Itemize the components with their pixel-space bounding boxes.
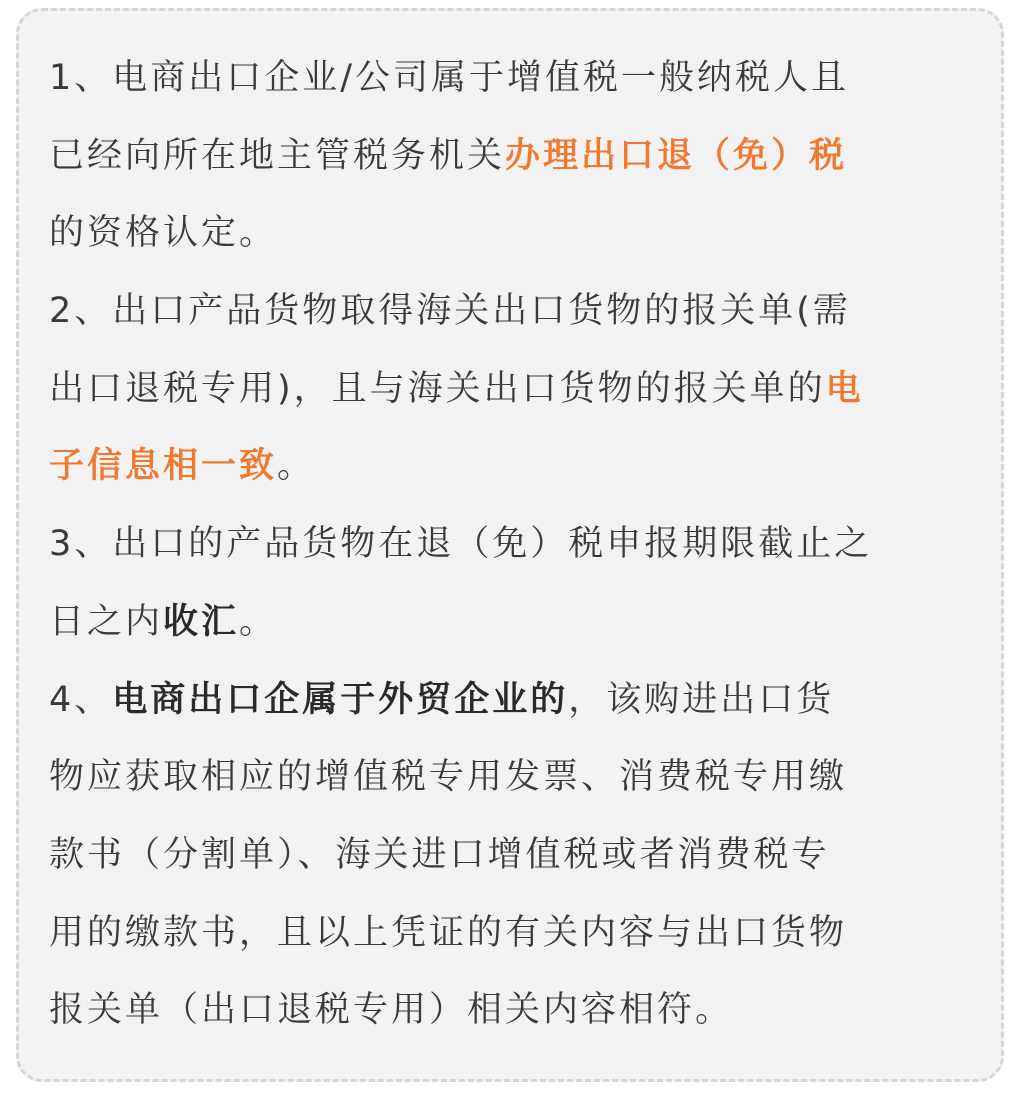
line-text: 3、出口的产品货物在退（免）税申报期限截止之	[49, 524, 873, 565]
line-text: 已经向所在地主管税务机关	[49, 135, 506, 176]
bold-text: 收汇	[163, 601, 240, 642]
text-line	[49, 195, 979, 273]
line-text: 物应获取相应的增值税专用发票、消费税专用缴	[49, 757, 848, 798]
line-text: 。	[277, 446, 316, 487]
line-text: 报关单（出口退税专用）相关内容相符。	[49, 990, 734, 1031]
line-text: 出口退税专用)，且与海关出口货物的报关单的	[49, 368, 826, 409]
text-line	[49, 351, 979, 429]
text-line	[49, 817, 979, 895]
bold-text: 电商出口企属于外贸企业的	[112, 679, 569, 720]
text-line	[49, 662, 979, 740]
line-text: ，该购进出口货	[568, 679, 835, 720]
text-line	[49, 40, 979, 118]
line-text: 用的缴款书，且以上凭证的有关内容与出口货物	[49, 912, 848, 953]
text-line	[49, 273, 979, 351]
line-text: 日之内	[49, 601, 164, 642]
text-line	[49, 428, 979, 506]
highlight-text: 电	[825, 368, 864, 409]
line-text: 1、电商出口企业/公司属于增值税一般纳税人且	[49, 58, 850, 98]
highlight-text: 子信息相一致	[49, 446, 278, 487]
line-text: 4、	[49, 679, 113, 720]
text-line	[49, 584, 979, 662]
text-line	[49, 506, 979, 584]
line-text: 。	[239, 601, 278, 642]
text-line	[49, 972, 979, 1050]
line-text: 款书（分割单）、海关进口增值税或者消费税专	[49, 834, 830, 875]
line-text: 2、出口产品货物取得海关出口货物的报关单(需	[49, 291, 851, 332]
highlight-text: 办理出口退（免）税	[505, 135, 848, 176]
text-line	[49, 739, 979, 817]
requirements-text	[49, 40, 979, 1050]
text-line	[49, 895, 979, 973]
line-text: 的资格认定。	[49, 213, 278, 254]
text-line	[49, 118, 979, 196]
